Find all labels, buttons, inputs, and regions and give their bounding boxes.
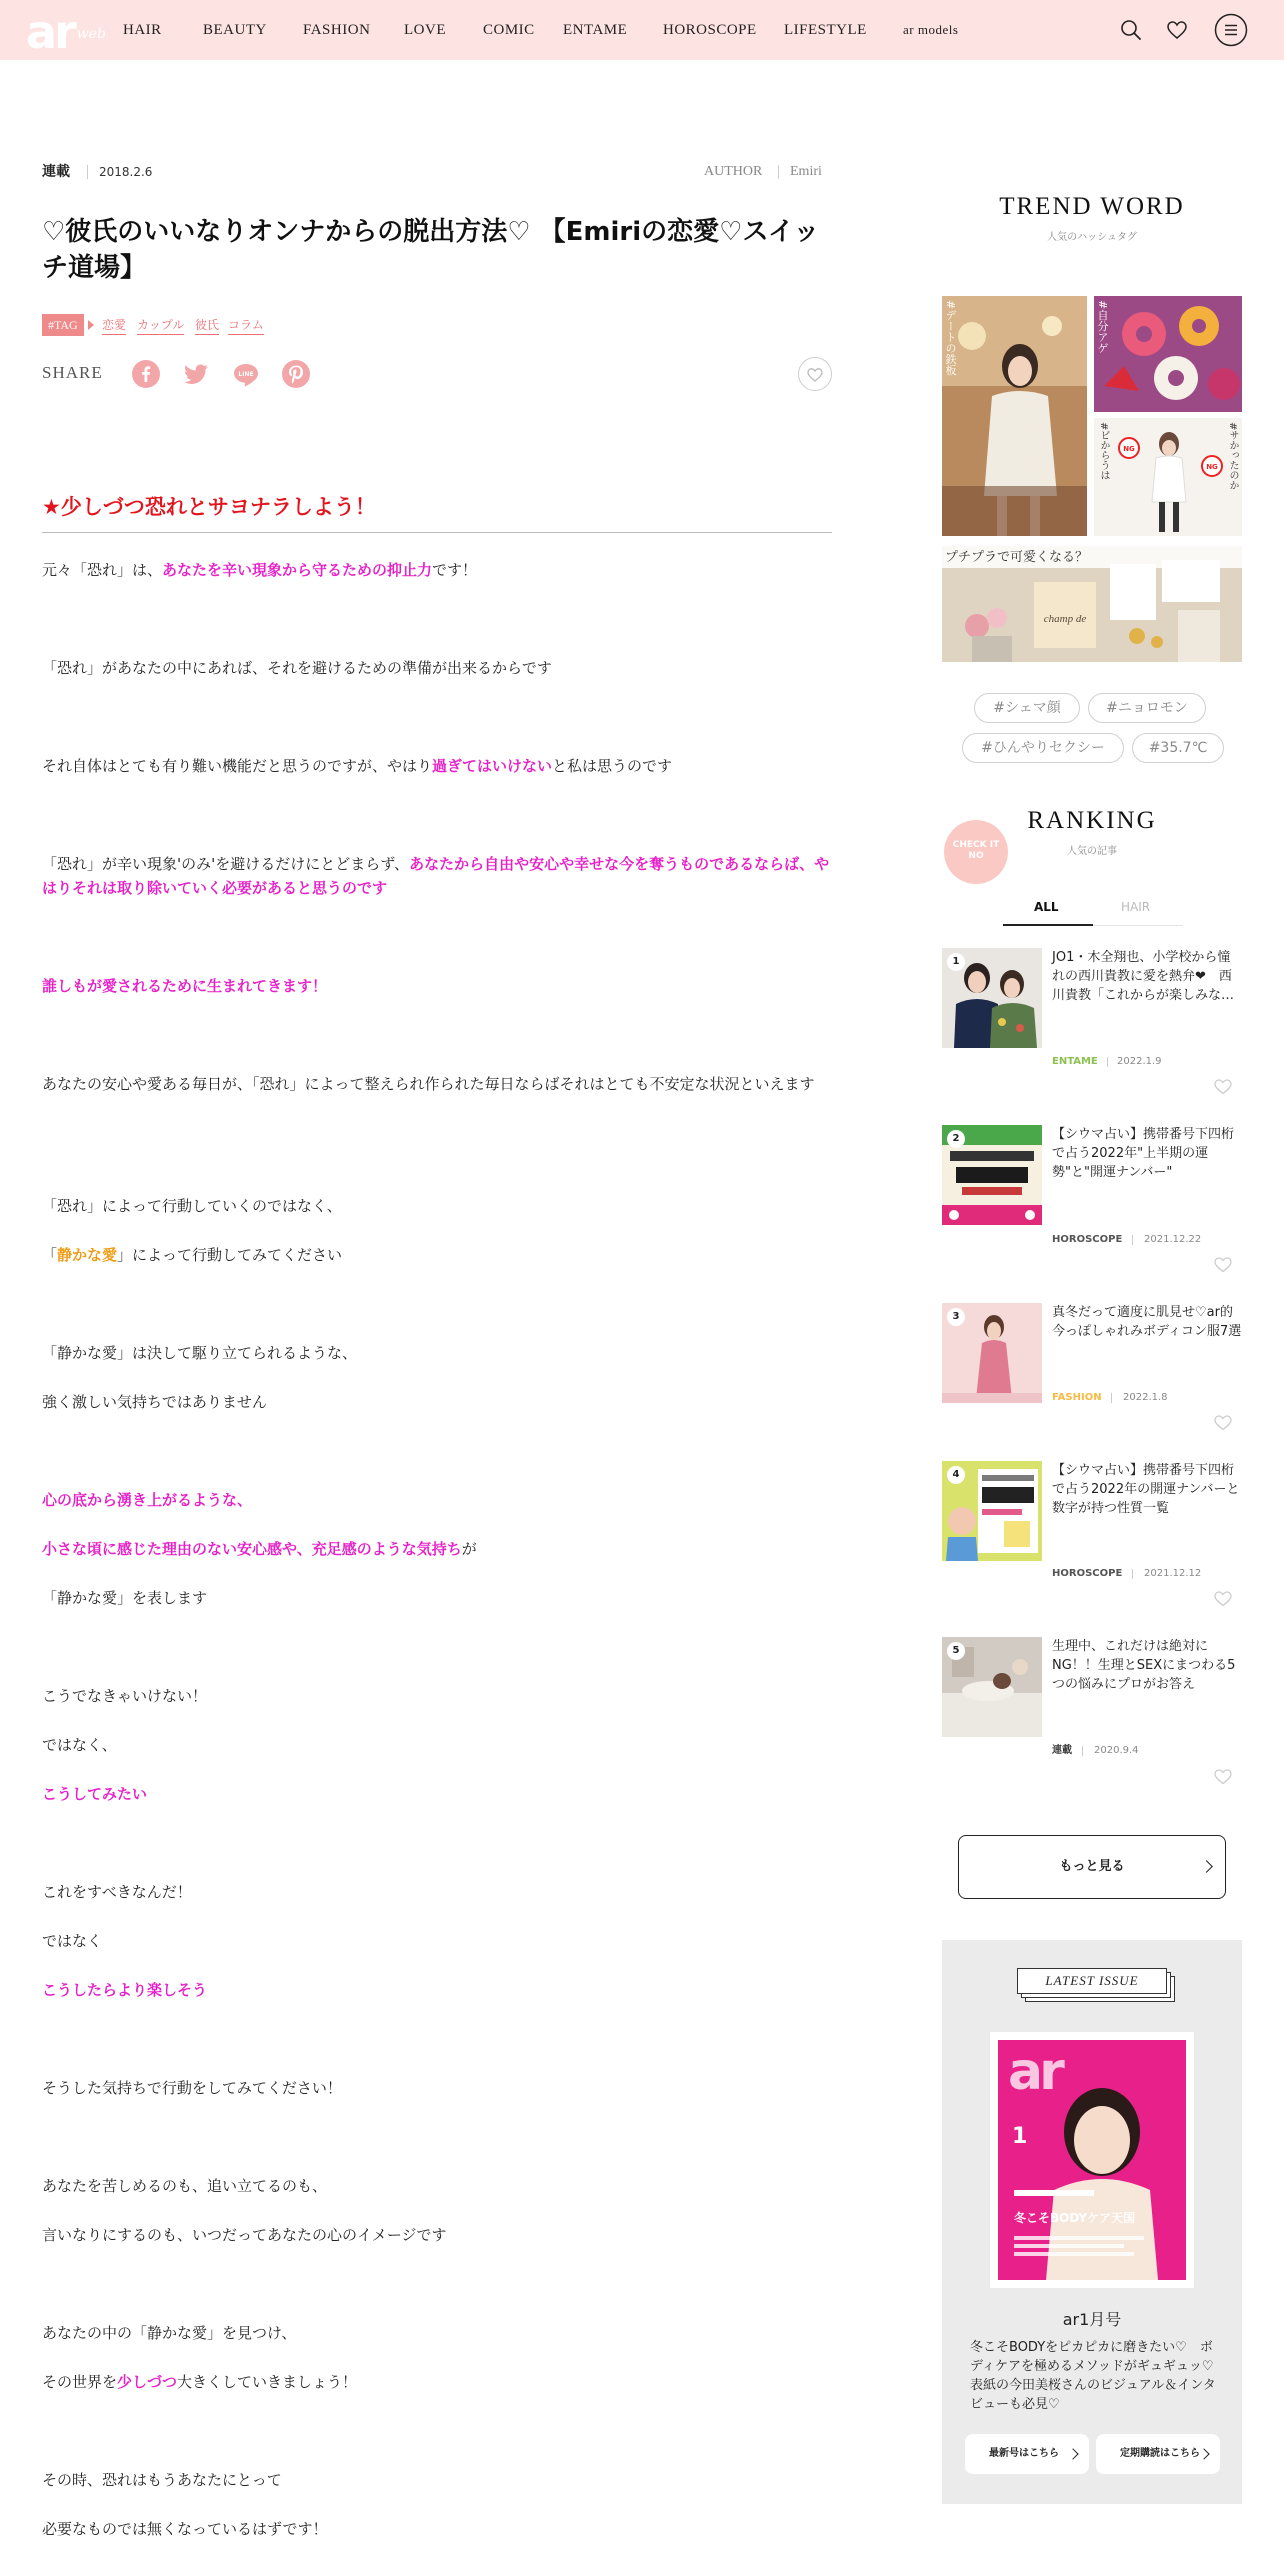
article-paragraph: そうした気持ちで行動をしてみてください！ — [42, 2079, 342, 2097]
ranking-item-title[interactable]: 生理中、これだけは絶対にNG！！生理とSEXにまつわる5つの悩みにプロがお答え — [1052, 1639, 1236, 1692]
trend-tag-pill[interactable]: #35.7℃ — [1132, 733, 1224, 763]
ranking-item-title[interactable]: JO1・木全翔也、小学校から憧れの西川貴教に愛を熱弁❤ 西川貴教「これからが楽しみな… — [1052, 950, 1235, 1003]
ranking-subtitle: 人気の記事 — [1067, 846, 1117, 857]
nav-fashion[interactable]: FASHION — [303, 22, 371, 38]
nav-hair[interactable]: HAIR — [123, 22, 162, 38]
more-button-label: もっと見る — [1059, 1859, 1125, 1874]
trend-photo — [1094, 418, 1242, 536]
trend-image-caption: #デートの鉄板 — [944, 300, 957, 376]
logo-ar: ar — [26, 5, 74, 59]
emphasis-text: あなたから自由や安心や幸せな今を奪うものであるならば、やはりそれは取り除いていく必要があると思うのです — [42, 855, 830, 897]
heading-divider — [42, 532, 832, 533]
ranking-item-title[interactable]: 【シウマ占い】携帯番号下四桁で占う2022年"上半期の運勢"と"開運ナンバー" — [1052, 1127, 1235, 1180]
meta-divider — [1132, 1235, 1133, 1245]
article-paragraph: こうでなきゃいけない！ — [42, 1687, 208, 1705]
author-divider — [778, 165, 779, 179]
trend-subtitle: 人気のハッシュタグ — [1047, 232, 1137, 243]
text-run: それ自体はとても有り難い機能だと思うのですが、やはり — [42, 757, 433, 775]
text-run: その世界を — [42, 2373, 118, 2391]
latest-issue-label: LATEST ISSUE — [1017, 1968, 1167, 1994]
more-button[interactable] — [958, 1835, 1226, 1899]
nav-ar-models[interactable]: ar models — [903, 22, 959, 37]
nav-comic[interactable]: COMIC — [483, 22, 535, 38]
check-it-badge: CHECK IT NO — [944, 820, 1008, 884]
ranking-item-date: 2022.1.8 — [1123, 1392, 1168, 1403]
article-paragraph: あなたの安心や愛ある毎日が、「恐れ」によって整えられ作られた毎日ならばそれはとても不安定な状況といえます — [42, 1075, 815, 1093]
nav-horoscope[interactable]: HOROSCOPE — [663, 22, 757, 38]
trend-image-caption: プチプラで可愛くなる？ — [945, 550, 1089, 565]
meta-divider — [87, 165, 88, 179]
nav-lifestyle[interactable]: LIFESTYLE — [784, 22, 867, 38]
trend-photo — [942, 296, 1087, 536]
article-paragraph: 「静かな愛」を表します — [42, 1589, 208, 1607]
heart-icon[interactable] — [1213, 1413, 1233, 1431]
heart-icon[interactable] — [1213, 1767, 1233, 1785]
rank-number: 5 — [947, 1642, 965, 1660]
text-run: 「恐れ」が辛い現象'のみ'を避けるだけにとどまらず、 — [42, 855, 410, 873]
author-label: AUTHOR — [704, 164, 763, 179]
ranking-item-category[interactable]: 連載 — [1052, 1745, 1072, 1756]
article-paragraph-emphasis: 誰しもが愛されるために生まれてきます！ — [42, 977, 328, 995]
nav-entame[interactable]: ENTAME — [563, 22, 628, 38]
heart-icon[interactable] — [1162, 15, 1192, 45]
svg-text:champ de: champ de — [1043, 613, 1087, 625]
trend-image-caption: #ビからうは — [1098, 422, 1109, 481]
svg-text:LINE: LINE — [238, 371, 254, 378]
tag-link[interactable]: 恋愛 — [102, 316, 126, 335]
article-paragraph: 「静かな愛」は決して駆り立てられるような、 — [42, 1344, 358, 1362]
cover-headline: 冬こそBODYケア天国 — [1014, 2211, 1136, 2225]
article-paragraph-emphasis: こうしたらより楽しそう — [42, 1981, 208, 1999]
ranking-thumbnail[interactable] — [942, 948, 1042, 1048]
menu-icon[interactable] — [1214, 13, 1248, 47]
magazine-cover[interactable] — [990, 2032, 1194, 2288]
chevron-right-icon — [1200, 1860, 1213, 1873]
article-paragraph: 「恐れ」があなたの中にあれば、それを避けるための準備が出来るからです — [42, 659, 552, 677]
article-paragraph — [42, 2370, 832, 2394]
trend-image-caption: #サかったのか — [1227, 422, 1238, 491]
ranking-title: RANKING — [1027, 807, 1157, 834]
text-run: が — [461, 1540, 477, 1558]
trend-title: TREND WORD — [999, 193, 1185, 220]
chevron-right-icon — [1198, 2448, 1209, 2459]
article-date: 2018.2.6 — [99, 165, 153, 179]
trend-image-petit[interactable] — [942, 546, 1242, 662]
text-run: 元々「恐れ」は、 — [42, 561, 163, 579]
ranking-item-category[interactable]: ENTAME — [1052, 1056, 1098, 1067]
tab-all[interactable]: ALL — [1034, 900, 1059, 914]
article-paragraph — [42, 1537, 832, 1561]
article-paragraph: その時、恐れはもうあなたにとって — [42, 2471, 282, 2489]
author-name[interactable]: Emiri — [790, 164, 822, 179]
ranking-item-category[interactable]: HOROSCOPE — [1052, 1234, 1123, 1245]
article-paragraph: あなたを苦しめるのも、追い立てるのも、 — [42, 2177, 328, 2195]
nav-love[interactable]: LOVE — [404, 22, 446, 38]
meta-divider — [1107, 1057, 1108, 1067]
chevron-right-icon — [1067, 2448, 1078, 2459]
text-run: 」によって行動してみてください — [117, 1246, 343, 1264]
ranking-item-date: 2021.12.12 — [1144, 1568, 1202, 1579]
article-paragraph: 言いなりにするのも、いつだってあなたの心のイメージです — [42, 2226, 447, 2244]
site-header — [0, 0, 1284, 60]
emphasis-text: 少しづつ — [117, 2373, 178, 2391]
text-run: 「 — [42, 1246, 58, 1264]
subscribe-button-label: 定期購読はこちら — [1120, 2448, 1200, 2459]
latest-issue-button[interactable] — [965, 2434, 1089, 2474]
heart-icon[interactable] — [1213, 1589, 1233, 1607]
emphasis-text: あなたを辛い現象から守るための抑止力 — [162, 561, 433, 579]
rank-number: 3 — [947, 1308, 965, 1326]
article-paragraph — [42, 754, 832, 778]
article-paragraph — [42, 852, 832, 900]
ranking-thumbnail[interactable] — [942, 1461, 1042, 1561]
ranking-item-title[interactable]: 真冬だって適度に肌見せ♡ar的今っぽしゃれみボディコン服7選 — [1052, 1305, 1242, 1339]
rank-number: 4 — [947, 1466, 965, 1484]
twitter-icon[interactable] — [181, 359, 211, 389]
logo-web: web — [76, 26, 106, 42]
article-paragraph: ではなく — [42, 1932, 103, 1950]
ranking-item-date: 2022.1.9 — [1117, 1056, 1162, 1067]
article-paragraph: 必要なものでは無くなっているはずです！ — [42, 2520, 328, 2538]
trend-tag-pill[interactable]: #ひんやりセクシー — [962, 733, 1124, 763]
article-paragraph: 「恐れ」によって行動していくのではなく、 — [42, 1197, 342, 1215]
ranking-item-date: 2021.12.22 — [1144, 1234, 1202, 1245]
rank-number: 2 — [947, 1130, 965, 1148]
tab-active-indicator — [1003, 924, 1093, 926]
article-paragraph: あなたの中の「静かな愛」を見つけ、 — [42, 2324, 297, 2342]
issue-description: 冬こそBODYをピカピカに磨きたい♡ ボディケアを極めるメソッドがギュギュッ♡ 表紙の今田美桜さんのビジュアル＆インタビューも必見♡ — [970, 2340, 1216, 2412]
facebook-icon[interactable] — [131, 359, 161, 389]
text-run: と私は思うのです — [552, 757, 673, 775]
trend-photo — [1094, 296, 1242, 412]
article-paragraph: これをすべきなんだ！ — [42, 1883, 192, 1901]
article-paragraph — [42, 1243, 832, 1267]
trend-tag-pill[interactable]: #シェマ顔 — [974, 693, 1080, 723]
article-paragraph-emphasis: 心の底から湧き上がるような、 — [42, 1491, 253, 1509]
article-category[interactable]: 連載 — [42, 164, 70, 180]
emphasis-text: 小さな頃に感じた理由のない安心感や、充足感のような気持ち — [42, 1540, 462, 1558]
emphasis-text: 過ぎてはいけない — [432, 757, 553, 775]
heart-icon[interactable] — [1213, 1077, 1233, 1095]
tag-label-arrow — [88, 320, 94, 330]
tab-hair[interactable]: HAIR — [1121, 900, 1151, 914]
cover-logo: ar — [1008, 2042, 1061, 2102]
subscribe-button[interactable] — [1096, 2434, 1220, 2474]
latest-issue-button-label: 最新号はこちら — [989, 2448, 1059, 2459]
search-icon[interactable] — [1116, 15, 1146, 45]
tag-link[interactable]: コラム — [228, 316, 264, 335]
article-paragraph-emphasis: こうしてみたい — [42, 1785, 148, 1803]
site-logo[interactable] — [26, 2, 106, 58]
rank-number: 1 — [947, 953, 965, 971]
meta-divider — [1132, 1569, 1133, 1579]
trend-image-ng[interactable] — [1094, 418, 1242, 536]
ranking-thumbnail[interactable] — [942, 1125, 1042, 1225]
issue-name: ar1月号 — [1062, 2310, 1122, 2329]
ranking-thumbnail[interactable] — [942, 1637, 1042, 1737]
trend-image-self[interactable] — [1094, 296, 1242, 412]
trend-image-date[interactable] — [942, 296, 1087, 536]
ranking-item-category[interactable]: FASHION — [1052, 1392, 1102, 1403]
heart-icon[interactable] — [1213, 1255, 1233, 1273]
meta-divider — [1111, 1393, 1112, 1403]
ranking-thumbnail[interactable] — [942, 1303, 1042, 1403]
favorite-button[interactable] — [797, 356, 833, 392]
article-paragraph: ではなく、 — [42, 1736, 117, 1754]
text-run: です！ — [432, 561, 478, 579]
meta-divider — [1082, 1746, 1083, 1756]
section-heading: ★少しづつ恐れとサヨナラしよう！ — [42, 495, 376, 519]
article-paragraph: 強く激しい気持ちではありません — [42, 1393, 267, 1411]
article-paragraph — [42, 558, 832, 582]
cover-month: 1 — [1012, 2124, 1028, 2149]
ranking-item-category[interactable]: HOROSCOPE — [1052, 1568, 1123, 1579]
article-title: ♡彼氏のいいなりオンナからの脱出方法♡ 【Emiriの恋愛♡スイッチ道場】 — [42, 217, 820, 283]
tag-link[interactable]: 彼氏 — [195, 316, 219, 335]
trend-image-caption: #自分アゲ — [1096, 300, 1109, 354]
svg-text:NG: NG — [1206, 463, 1218, 471]
ranking-item-date: 2020.9.4 — [1094, 1745, 1139, 1756]
trend-tag-pill[interactable]: #ニョロモン — [1088, 693, 1206, 723]
svg-text:NG: NG — [1123, 445, 1135, 453]
cover-image — [998, 2040, 1186, 2280]
pinterest-icon[interactable] — [281, 359, 311, 389]
emphasis-text-orange: 静かな愛 — [57, 1246, 118, 1264]
text-run: 大きくしていきましょう！ — [177, 2373, 358, 2391]
share-label: SHARE — [42, 363, 103, 382]
line-icon[interactable] — [231, 359, 261, 389]
tag-label: #TAG — [42, 314, 84, 336]
ranking-item-title[interactable]: 【シウマ占い】携帯番号下四桁で占う2022年の開運ナンバーと数字が持つ性質一覧 — [1052, 1463, 1240, 1516]
tag-link[interactable]: カップル — [137, 316, 184, 335]
nav-beauty[interactable]: BEAUTY — [203, 22, 267, 38]
